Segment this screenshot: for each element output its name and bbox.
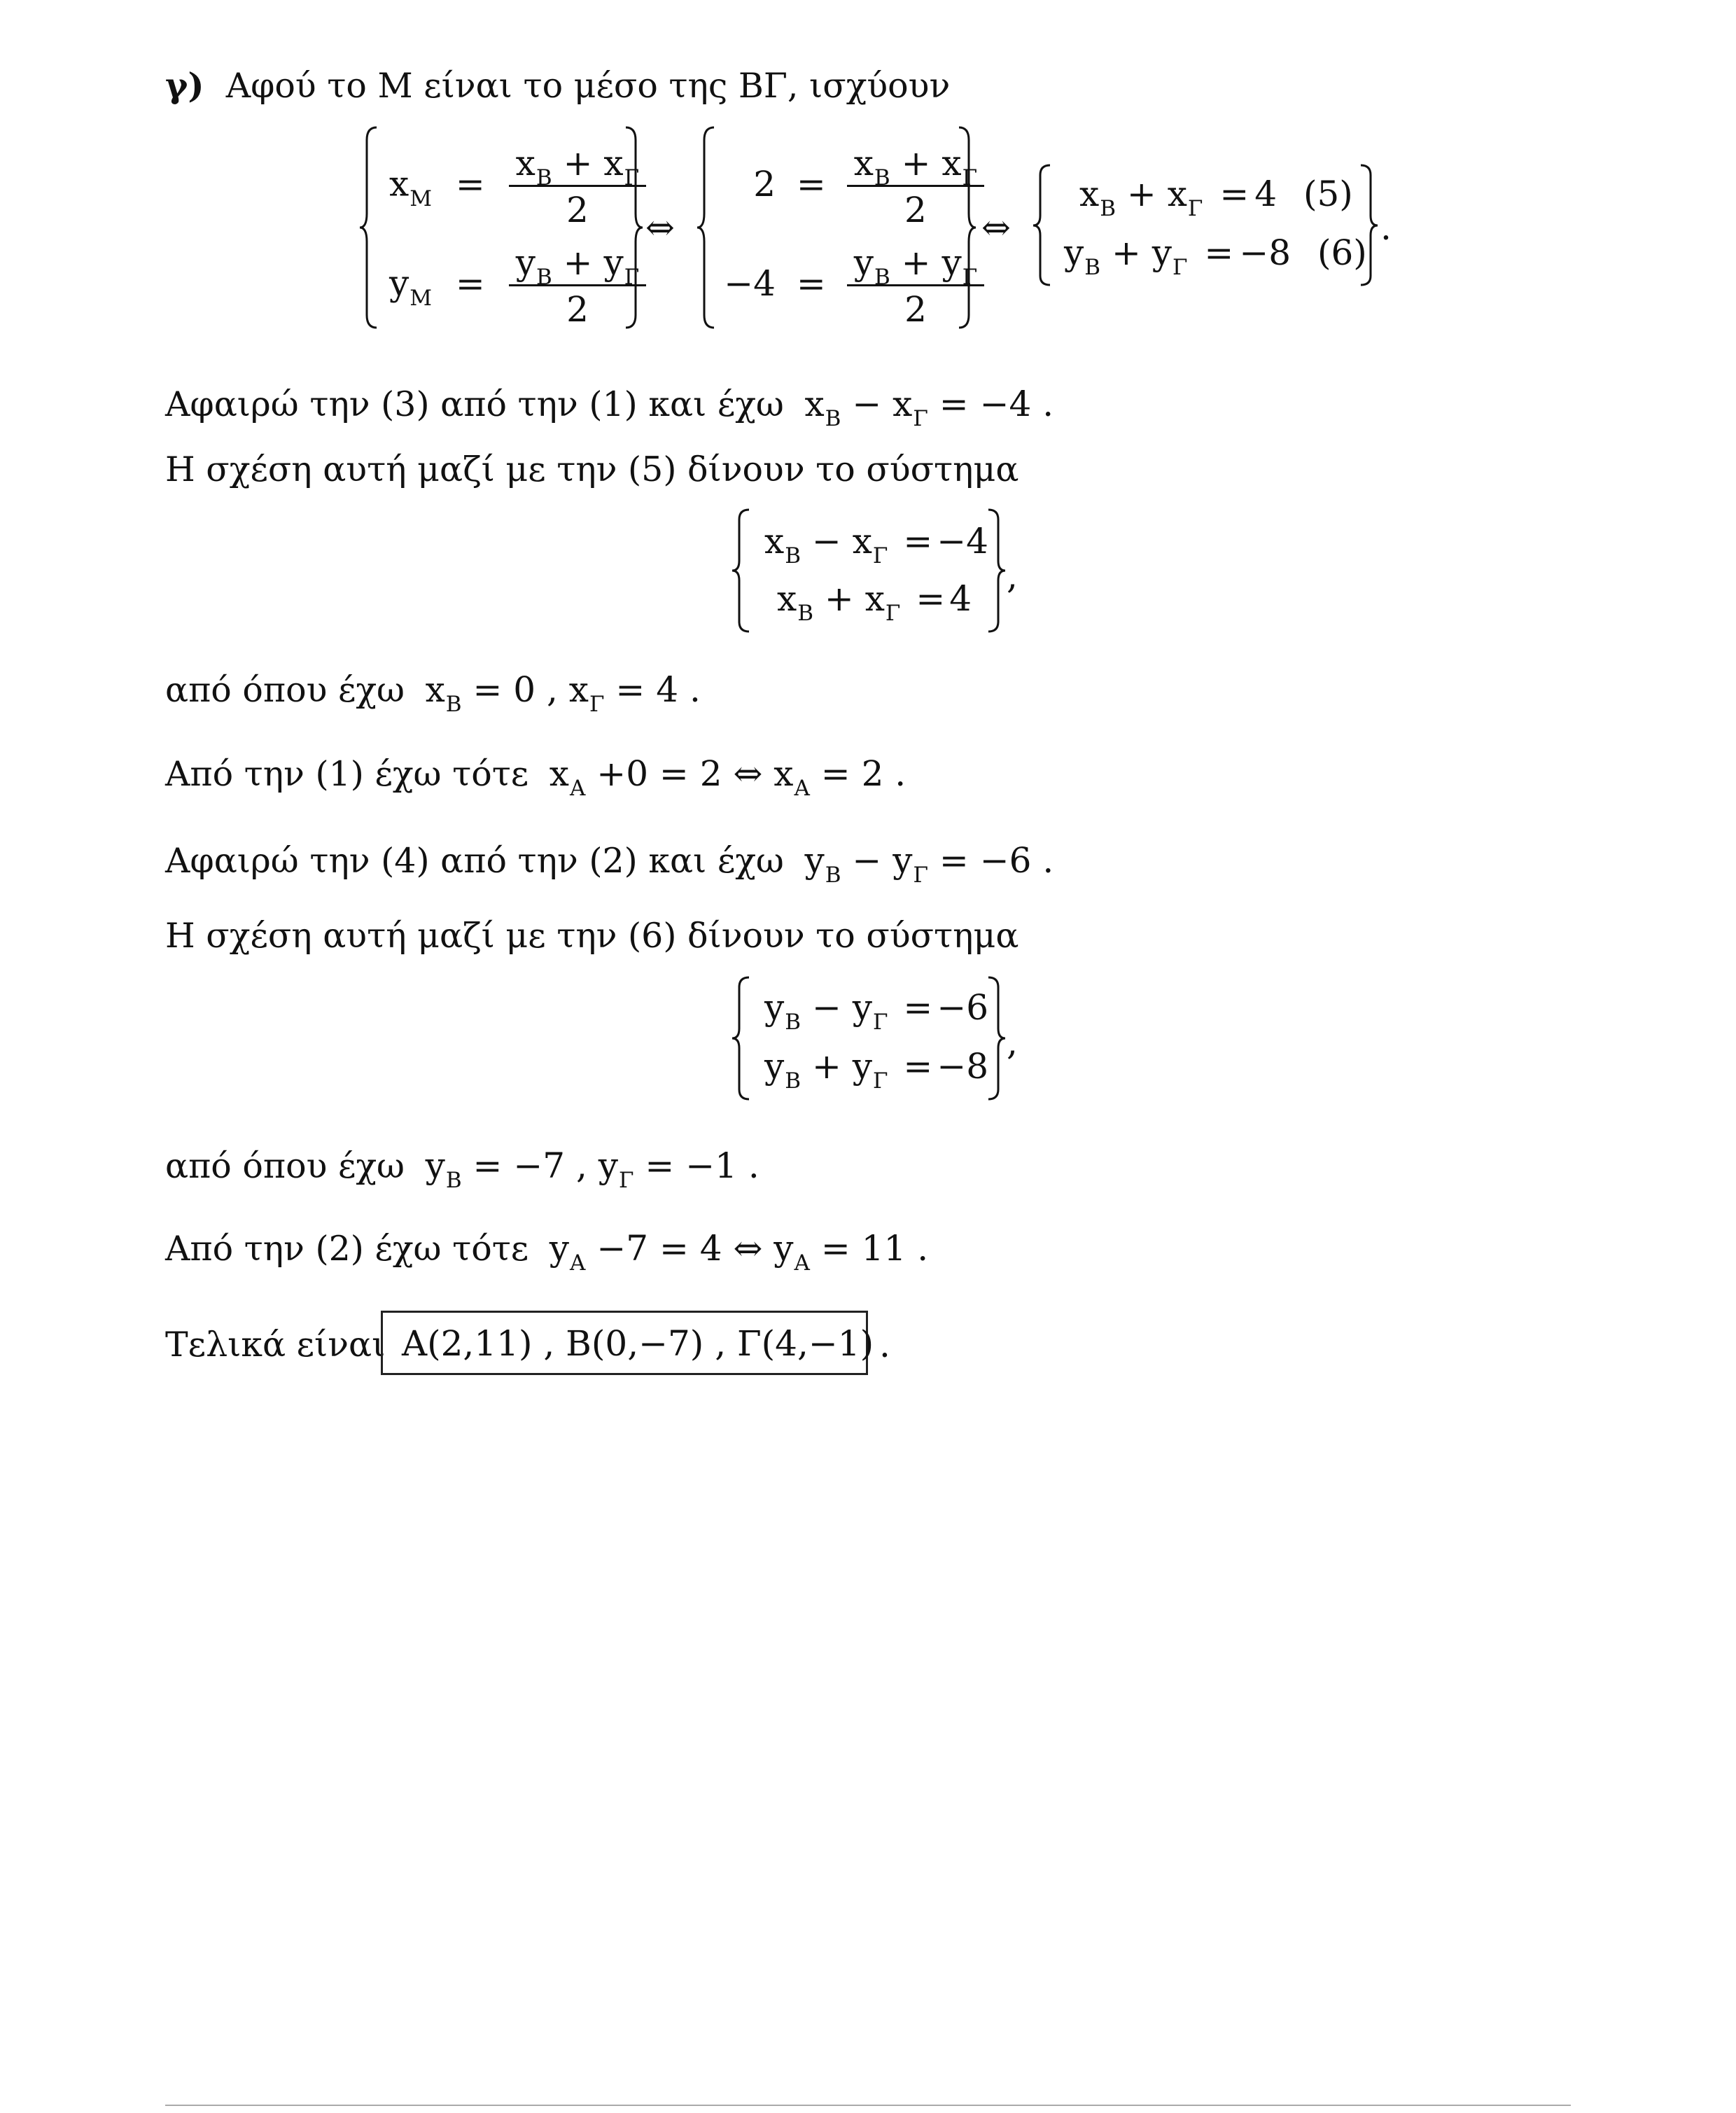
eq-midpoint-x: 2 = $\frac{x_B + x_\Gamma}{2}$	[741, 146, 984, 228]
eq-sum-x: $x_B + x_\Gamma = 4$ (5)	[1079, 174, 1353, 221]
eq-midpoint-y: −4 = $\frac{y_B + y_\Gamma}{2}$	[722, 245, 984, 327]
eq-sum-y: $y_B + y_\Gamma = -8$ (6)	[1064, 232, 1367, 280]
left-brace	[358, 126, 379, 329]
result-xB-xG: από όπου έχω $x_B = 0$ , $x_\Gamma = 4$ .	[165, 669, 701, 717]
right-brace	[1358, 164, 1379, 286]
result-xA: Από την (1) έχω τότε $x_A +0 = 2$ ⇔ $x_A = 2$ .	[165, 753, 906, 801]
comma: ,	[1007, 556, 1018, 597]
period: .	[1380, 207, 1392, 248]
eq-yM: $y_M$ = $\frac{y_B + y_\Gamma}{2}$	[389, 245, 646, 327]
part-label: γ)	[165, 65, 204, 106]
result-yA: Από την (2) έχω τότε $y_A -7 = 4$ ⇔ $y_A = 11$ .	[165, 1228, 929, 1276]
right-brace	[986, 508, 1007, 633]
left-brace	[1032, 164, 1053, 286]
right-brace	[956, 126, 977, 329]
sentence-system-6: Η σχέση αυτή μαζί με την (6) δίνουν το σύστημα	[165, 916, 1019, 956]
comma: ,	[1007, 1022, 1018, 1063]
left-brace	[731, 976, 752, 1101]
iff-symbol: ⇔	[645, 207, 675, 248]
right-brace	[623, 126, 644, 329]
left-brace	[731, 508, 752, 633]
eq-diff-x: $x_B - x_\Gamma = -4$	[764, 521, 988, 569]
final-label: Τελικά είναι	[165, 1325, 386, 1365]
eq-sum-x-2: $x_B + x_\Gamma = 4$	[777, 578, 972, 626]
footer-rule	[165, 2105, 1571, 2106]
intro-text: Αφού το Μ είναι το μέσο της ΒΓ, ισχύουν	[225, 66, 951, 106]
step-subtract-y: Αφαιρώ την (4) από την (2) και έχω $y_B - y_\Gamma = -6$ .	[165, 840, 1054, 888]
right-brace	[986, 976, 1007, 1101]
eq-sum-y-2: $y_B + y_\Gamma = -8$	[764, 1046, 989, 1094]
result-yB-yG: από όπου έχω $y_B = -7$ , $y_\Gamma = -1$ .	[165, 1145, 760, 1193]
final-answer: A(2,11) , B(0,−7) , Γ(4,−1)	[402, 1323, 874, 1364]
part-heading	[165, 65, 951, 106]
period: .	[879, 1325, 890, 1365]
eq-diff-y: $y_B - y_\Gamma = -6$	[764, 987, 989, 1035]
eq-xM: $x_M$ = $\frac{x_B + x_\Gamma}{2}$	[389, 146, 646, 228]
sentence-system-5: Η σχέση αυτή μαζί με την (5) δίνουν το σύστημα	[165, 449, 1019, 489]
iff-symbol: ⇔	[981, 207, 1011, 248]
left-brace	[696, 126, 717, 329]
step-subtract-x: Αφαιρώ την (3) από την (1) και έχω $x_B - x_\Gamma = -4$ .	[165, 384, 1054, 431]
